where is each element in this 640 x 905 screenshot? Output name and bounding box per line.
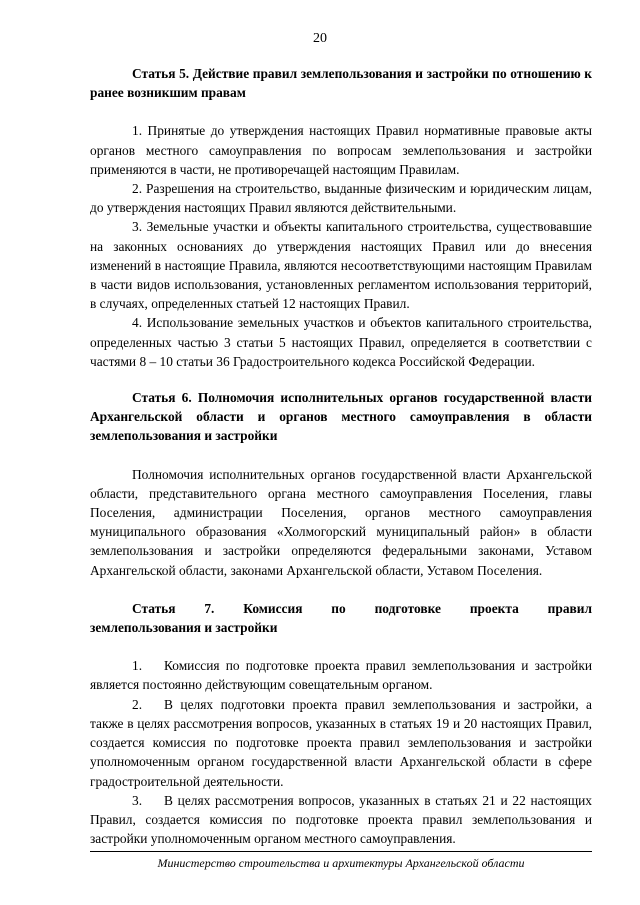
article-7-item-1 [90,656,592,694]
article-7-heading-line-2: землепользования и застройки [90,620,278,636]
page-content [90,64,592,848]
item-text: В целях рассмотрения вопросов, указанных в статьях 21 и 22 настоящих Правил, создается комиссия по подготовке проекта правил землепользования и застройки уполномоченным органом местного самоуправления. [90,792,592,847]
article-5-paragraph-4: 4. Использование земельных участков и объектов капитального строительства, определенных частью 3 статьи 5 настоящих Правил, определяется в соответствии с частями 8 – 10 статьи 36 Градостроительного кодекса Российской Федерации. [90,315,592,369]
article-5-heading: Статья 5. Действие правил землепользования и застройки по отношению к ранее возникшим правам [90,66,592,101]
page-number: 20 [313,31,327,46]
article-7-heading-line-1: Статья 7. Комиссия по подготовке проекта правил [132,600,592,616]
article-7-item-2 [90,695,592,791]
article-7-item-3 [90,791,592,849]
item-number: 1. [132,658,143,674]
item-text: Комиссия по подготовке проекта правил землепользования и застройки является постоянно действующим совещательным органом. [90,658,592,693]
item-number: 2. [132,696,143,712]
article-6-heading: Статья 6. Полномочия исполнительных органов государственной власти Архангельской области и органов местного самоуправления в области землепользования и застройки [90,390,592,444]
article-5-paragraph-1: 1. Принятые до утверждения настоящих Правил нормативные правовые акты органов местного самоуправления по вопросам землепользования и застройки применяются в части, не противоречащей настоящим Правилам. [90,123,592,177]
footer-divider [90,851,592,852]
article-5-paragraph-2: 2. Разрешения на строительство, выданные физическим и юридическим лицам, до утверждения настоящих Правил являются действительными. [90,181,592,216]
article-5-paragraph-3: 3. Земельные участки и объекты капитального строительства, существовавшие на законных основаниях до утверждения настоящих Правил или до внесения изменений в настоящие Правила, являются несоответствующими настоящим Правилам в части видов использования, установленных регламентом использования территорий, в случаях, определенных статьей 12 настоящих Правил. [90,219,592,312]
item-number: 3. [132,792,143,808]
article-6-paragraph-1: Полномочия исполнительных органов государственной власти Архангельской области, представительного органа местного самоуправления Поселения, главы Поселения, администрации Поселения, органов местного самоуправления муниципального образования «Холмогорский муниципальный район» в области землепользования и застройки определяются федеральными законами, Уставом Архангельской области, законами Архангельской области, Уставом Поселения. [90,466,592,578]
page-footer: Министерство строительства и архитектуры Архангельской области [157,856,525,870]
item-text: В целях подготовки проекта правил землепользования и застройки, а также в целях рассмотрения вопросов, указанных в статьях 19 и 20 настоящих Правил, создается комиссия по подготовке проекта правил землепользования и застройки уполномоченным органом государственной власти Архангельской области в сфере градостроительной деятельности. [90,696,592,789]
